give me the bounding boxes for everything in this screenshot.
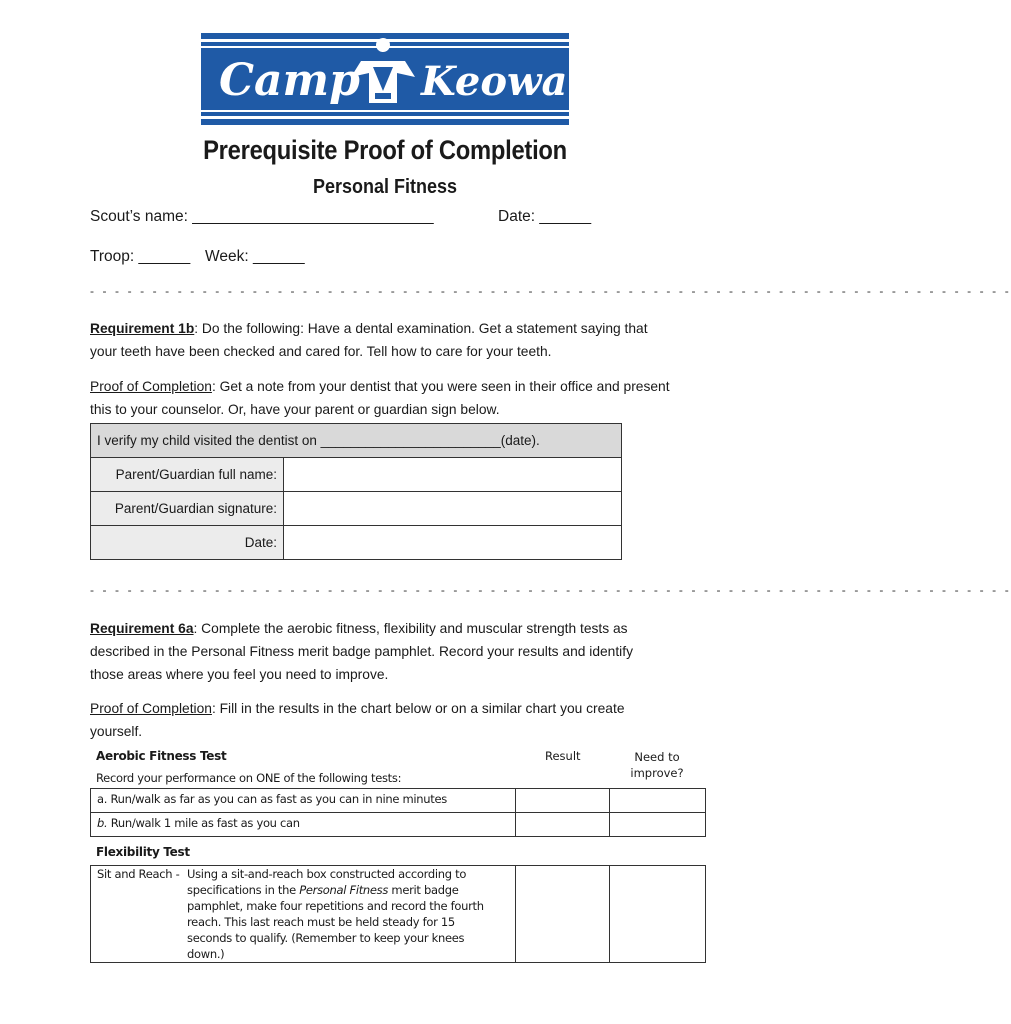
requirement-1b-label: Requirement 1b [90,321,195,336]
guardian-signature-input[interactable] [284,492,622,526]
aerobic-row-b-result[interactable] [516,813,610,837]
improve-header [608,749,706,781]
separator-2: - - - - - - - - - - - - - - - - - - - - - - - - - - - - - - - - - - - - - - - - - - - - - - - - - - - - - - - - - - - - - - - - - - - - - - - - - - [90,583,1011,597]
logo-text-left: Camp [219,55,360,106]
sit-and-reach-label: Sit and Reach - [97,867,180,881]
sit-and-reach-row [91,866,516,963]
proof-1b-text: : Get a note from your dentist that you were seen in their office and present this to your counselor. Or, have your parent or guardian sign below. [90,379,670,417]
row-b-letter: b. [97,816,108,830]
guardian-signature-label: Parent/Guardian signature: [91,492,284,526]
aerobic-row-a-improve[interactable] [610,789,706,813]
page-title: Prerequisite Proof of Completion [203,135,567,165]
proof-1b [90,375,670,421]
troop-field[interactable]: Troop: ______ [90,248,191,265]
flexibility-table [90,865,706,963]
page-subtitle: Personal Fitness [312,176,458,198]
aerobic-row-a-result[interactable] [516,789,610,813]
requirement-6a [90,617,670,686]
sit-and-reach-result[interactable] [516,866,610,963]
dentist-verification-table [90,423,622,560]
week-field[interactable]: Week: ______ [205,248,305,265]
requirement-6a-text: : Complete the aerobic fitness, flexibility and muscular strength tests as described in the Personal Fitness merit badge pamphlet. Record your results and identify those areas where you feel you need to improve. [90,621,633,682]
guardian-name-label: Parent/Guardian full name: [91,458,284,492]
proof-6a [90,697,670,743]
result-header: Result [545,749,581,763]
sit-and-reach-improve[interactable] [610,866,706,963]
improve-label: improve? [630,766,684,780]
logo-text-right: Keowa [421,58,568,105]
sit-and-reach-text: Using a sit-and-reach box constructed according to specifications in the Personal Fitness merit badge pamphlet, make four repetitions and record the fourth reach. This last reach must be held steady for 15 seconds to qualify. (Remember to keep your knees down.) [187,867,484,961]
guardian-date-label: Date: [91,526,284,560]
need-to-label: Need to [634,750,680,764]
separator-1: - - - - - - - - - - - - - - - - - - - - - - - - - - - - - - - - - - - - - - - - - - - - - - - - - - - - - - - - - - - - - - - - - - - - - - - - - - [90,284,1011,298]
aerobic-table [90,788,706,837]
aerobic-row-a: a. Run/walk as far as you can as fast as you can in nine minutes [91,789,516,813]
flexibility-title: Flexibility Test [96,845,190,859]
verify-statement: I verify my child visited the dentist on ________________________(date). [91,424,622,458]
aerobic-subtitle: Record your performance on ONE of the following tests: [96,771,402,785]
proof-6a-label: Proof of Completion [90,701,212,716]
proof-1b-label: Proof of Completion [90,379,212,394]
requirement-1b-text: : Do the following: Have a dental examination. Get a statement saying that your teeth have been checked and cared for. Tell how to care for your teeth. [90,321,648,359]
requirement-1b [90,317,670,363]
row-b-text: Run/walk 1 mile as fast as you can [107,816,300,830]
requirement-6a-label: Requirement 6a [90,621,194,636]
camp-keowa-logo [201,33,569,125]
scout-name-field[interactable]: Scout’s name: ____________________________ [90,208,434,225]
aerobic-row-b-improve[interactable] [610,813,706,837]
aerobic-title: Aerobic Fitness Test [96,749,227,763]
proof-6a-text: : Fill in the results in the chart below or on a similar chart you create yourself. [90,701,625,739]
guardian-name-input[interactable] [284,458,622,492]
aerobic-row-b [91,813,516,837]
date-field[interactable]: Date: ______ [498,208,592,225]
guardian-date-input[interactable] [284,526,622,560]
